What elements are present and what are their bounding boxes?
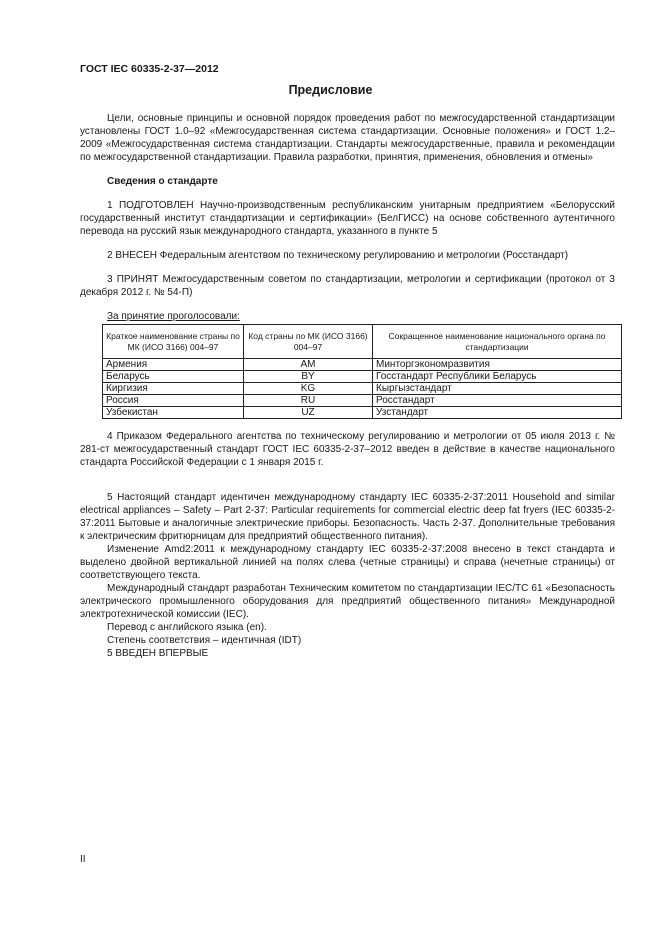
column-header-national-body: Сокращенное наименование национального органа по стандартизации: [373, 325, 622, 359]
table-row: [103, 395, 622, 407]
page-number: II: [80, 854, 86, 865]
intro-paragraph: Цели, основные принципы и основной порядок проведения работ по межгосударственной стандартизации установлены ГОСТ 1.0–92 «Межгосударственная система стандартизации. Основные положения» и ГОСТ 1.2–2009 «Межгосударственная система стандартизации. Стандарты межгосударственные, правила и рекомендации по межгосударственной стандартизации. Правила разработки, принятия, применения, обновления и отмены»: [80, 113, 615, 163]
national-body-cell: Узстандарт: [373, 407, 622, 419]
table-row: [103, 407, 622, 419]
voting-table-header: [103, 325, 622, 359]
item-4-order: 4 Приказом Федерального агентства по техническому регулированию и метрологии от 05 июля 2013 г. № 281-ст межгосударственный стандарт ГОСТ IEC 60335-2-37–2012 введен в действие в качестве национального стандарта Российской Федерации с 1 января 2015 г.: [80, 431, 615, 468]
code-cell: KG: [244, 383, 373, 395]
item-5-identical: 5 Настоящий стандарт идентичен международному стандарту IEC 60335-2-37:2011 Household and similar electrical appliances – Safety – Part 2-37: Particular requirements for commercial electric deep fat fryers (IEC 60335-2-37:2011 Бытовые и аналогичные электрические приборы. Безопасность. Часть 2-37. Дополнительные требования к электрическим фритюрницам для предприятий общественного питания).: [80, 492, 615, 542]
standard-info-heading: Сведения о стандарте: [107, 176, 218, 187]
voting-table: [102, 324, 622, 419]
country-cell: Россия: [103, 395, 244, 407]
code-cell: UZ: [244, 407, 373, 419]
item-5-developer: Международный стандарт разработан Техническим комитетом по стандартизации IEC/TC 61 «Безопасность электрического промышленного оборудования для предприятий общественного питания» Международной электротехнической комиссии (IEC).: [80, 583, 615, 620]
item-3-adopted: 3 ПРИНЯТ Межгосударственным советом по стандартизации, метрологии и сертификации (протокол от 3 декабря 2012 г. № 54-П): [80, 274, 615, 298]
code-cell: AM: [244, 359, 373, 371]
item-6-first-introduced: 5 ВВЕДЕН ВПЕРВЫЕ: [107, 648, 209, 659]
country-cell: Армения: [103, 359, 244, 371]
country-cell: Киргизия: [103, 383, 244, 395]
column-header-code: Код страны по МК (ИСО 3166) 004–97: [244, 325, 373, 359]
table-row: [103, 383, 622, 395]
code-cell: RU: [244, 395, 373, 407]
page-title: Предисловие: [288, 83, 373, 97]
voting-caption: За принятие проголосовали:: [107, 311, 240, 322]
intro-block: [80, 112, 615, 660]
table-row: [103, 371, 622, 383]
country-cell: Беларусь: [103, 371, 244, 383]
item-1-prepared: 1 ПОДГОТОВЛЕН Научно-производственным республиканским унитарным предприятием «Белорусский государственный институт стандартизации и сертификации» (БелГИСС) на основе собственного аутентичного перевода на русский язык международного стандарта, указанного в пункте 5: [80, 200, 615, 237]
item-2-submitted: 2 ВНЕСЕН Федеральным агентством по техническому регулированию и метрологии (Росстандарт): [107, 250, 569, 261]
item-5-amendment: Изменение Amd2:2011 к международному стандарту IEC 60335-2-37:2008 внесено в текст стандарта и выделено двойной вертикальной линией на полях слева (четные страницы) и справа (нечетные страницы) от соответствующего текста.: [80, 544, 615, 581]
country-cell: Узбекистан: [103, 407, 244, 419]
column-header-country: Краткое наименование страны по МК (ИСО 3166) 004–97: [103, 325, 244, 359]
national-body-cell: Минторгэкономразвития: [373, 359, 622, 371]
code-cell: BY: [244, 371, 373, 383]
national-body-cell: Кыргызстандарт: [373, 383, 622, 395]
national-body-cell: Росстандарт: [373, 395, 622, 407]
document-code-header: ГОСТ IEC 60335-2-37—2012: [80, 63, 219, 75]
item-5-conformity: Степень соответствия – идентичная (IDT): [107, 635, 302, 646]
table-row: [103, 359, 622, 371]
national-body-cell: Госстандарт Республики Беларусь: [373, 371, 622, 383]
item-5-translation: Перевод с английского языка (en).: [107, 622, 267, 633]
